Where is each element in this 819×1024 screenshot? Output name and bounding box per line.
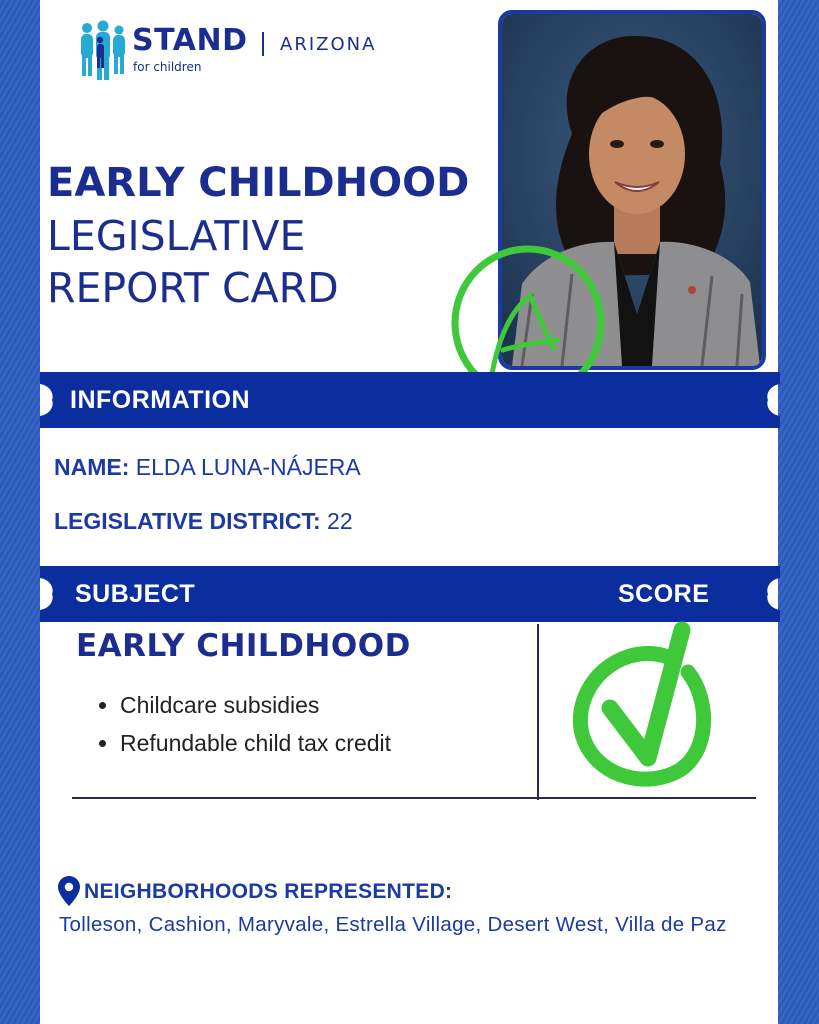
title-line-1: EARLY CHILDHOOD [47, 160, 470, 206]
name-label: NAME: [54, 454, 130, 480]
subject-header: SUBJECT [75, 580, 196, 608]
district-label: LEGISLATIVE DISTRICT: [54, 508, 321, 534]
table-divider-vertical [537, 624, 539, 800]
policy-list [96, 686, 391, 762]
children-figures-icon [78, 20, 128, 82]
list-item: Childcare subsidies [96, 686, 391, 724]
logo-state: ARIZONA [280, 34, 377, 55]
title-line-2: LEGISLATIVE [47, 212, 306, 260]
logo-tagline: for children [133, 60, 202, 74]
title-line-3: REPORT CARD [47, 264, 339, 312]
grade-letter: A [448, 238, 449, 239]
information-heading: INFORMATION [70, 386, 251, 414]
table-divider-horizontal [72, 797, 756, 799]
score-header: SCORE [618, 580, 710, 608]
name-value: ELDA LUNA-NÁJERA [135, 454, 361, 480]
logo-divider [262, 32, 264, 56]
district-row [54, 508, 353, 535]
name-row [54, 454, 361, 481]
subject-title: EARLY CHILDHOOD [76, 628, 411, 664]
neighborhoods-label: NEIGHBORHOODS REPRESENTED: [84, 880, 453, 903]
checkmark-icon [570, 620, 730, 790]
logo-brand-text: STAND [132, 23, 248, 58]
list-item: Refundable child tax credit [96, 724, 391, 762]
neighborhoods-list: Tolleson, Cashion, Maryvale, Estrella Village, Desert West, Villa de Paz [59, 913, 727, 936]
district-value: 22 [327, 508, 353, 534]
location-pin-icon [58, 876, 80, 906]
